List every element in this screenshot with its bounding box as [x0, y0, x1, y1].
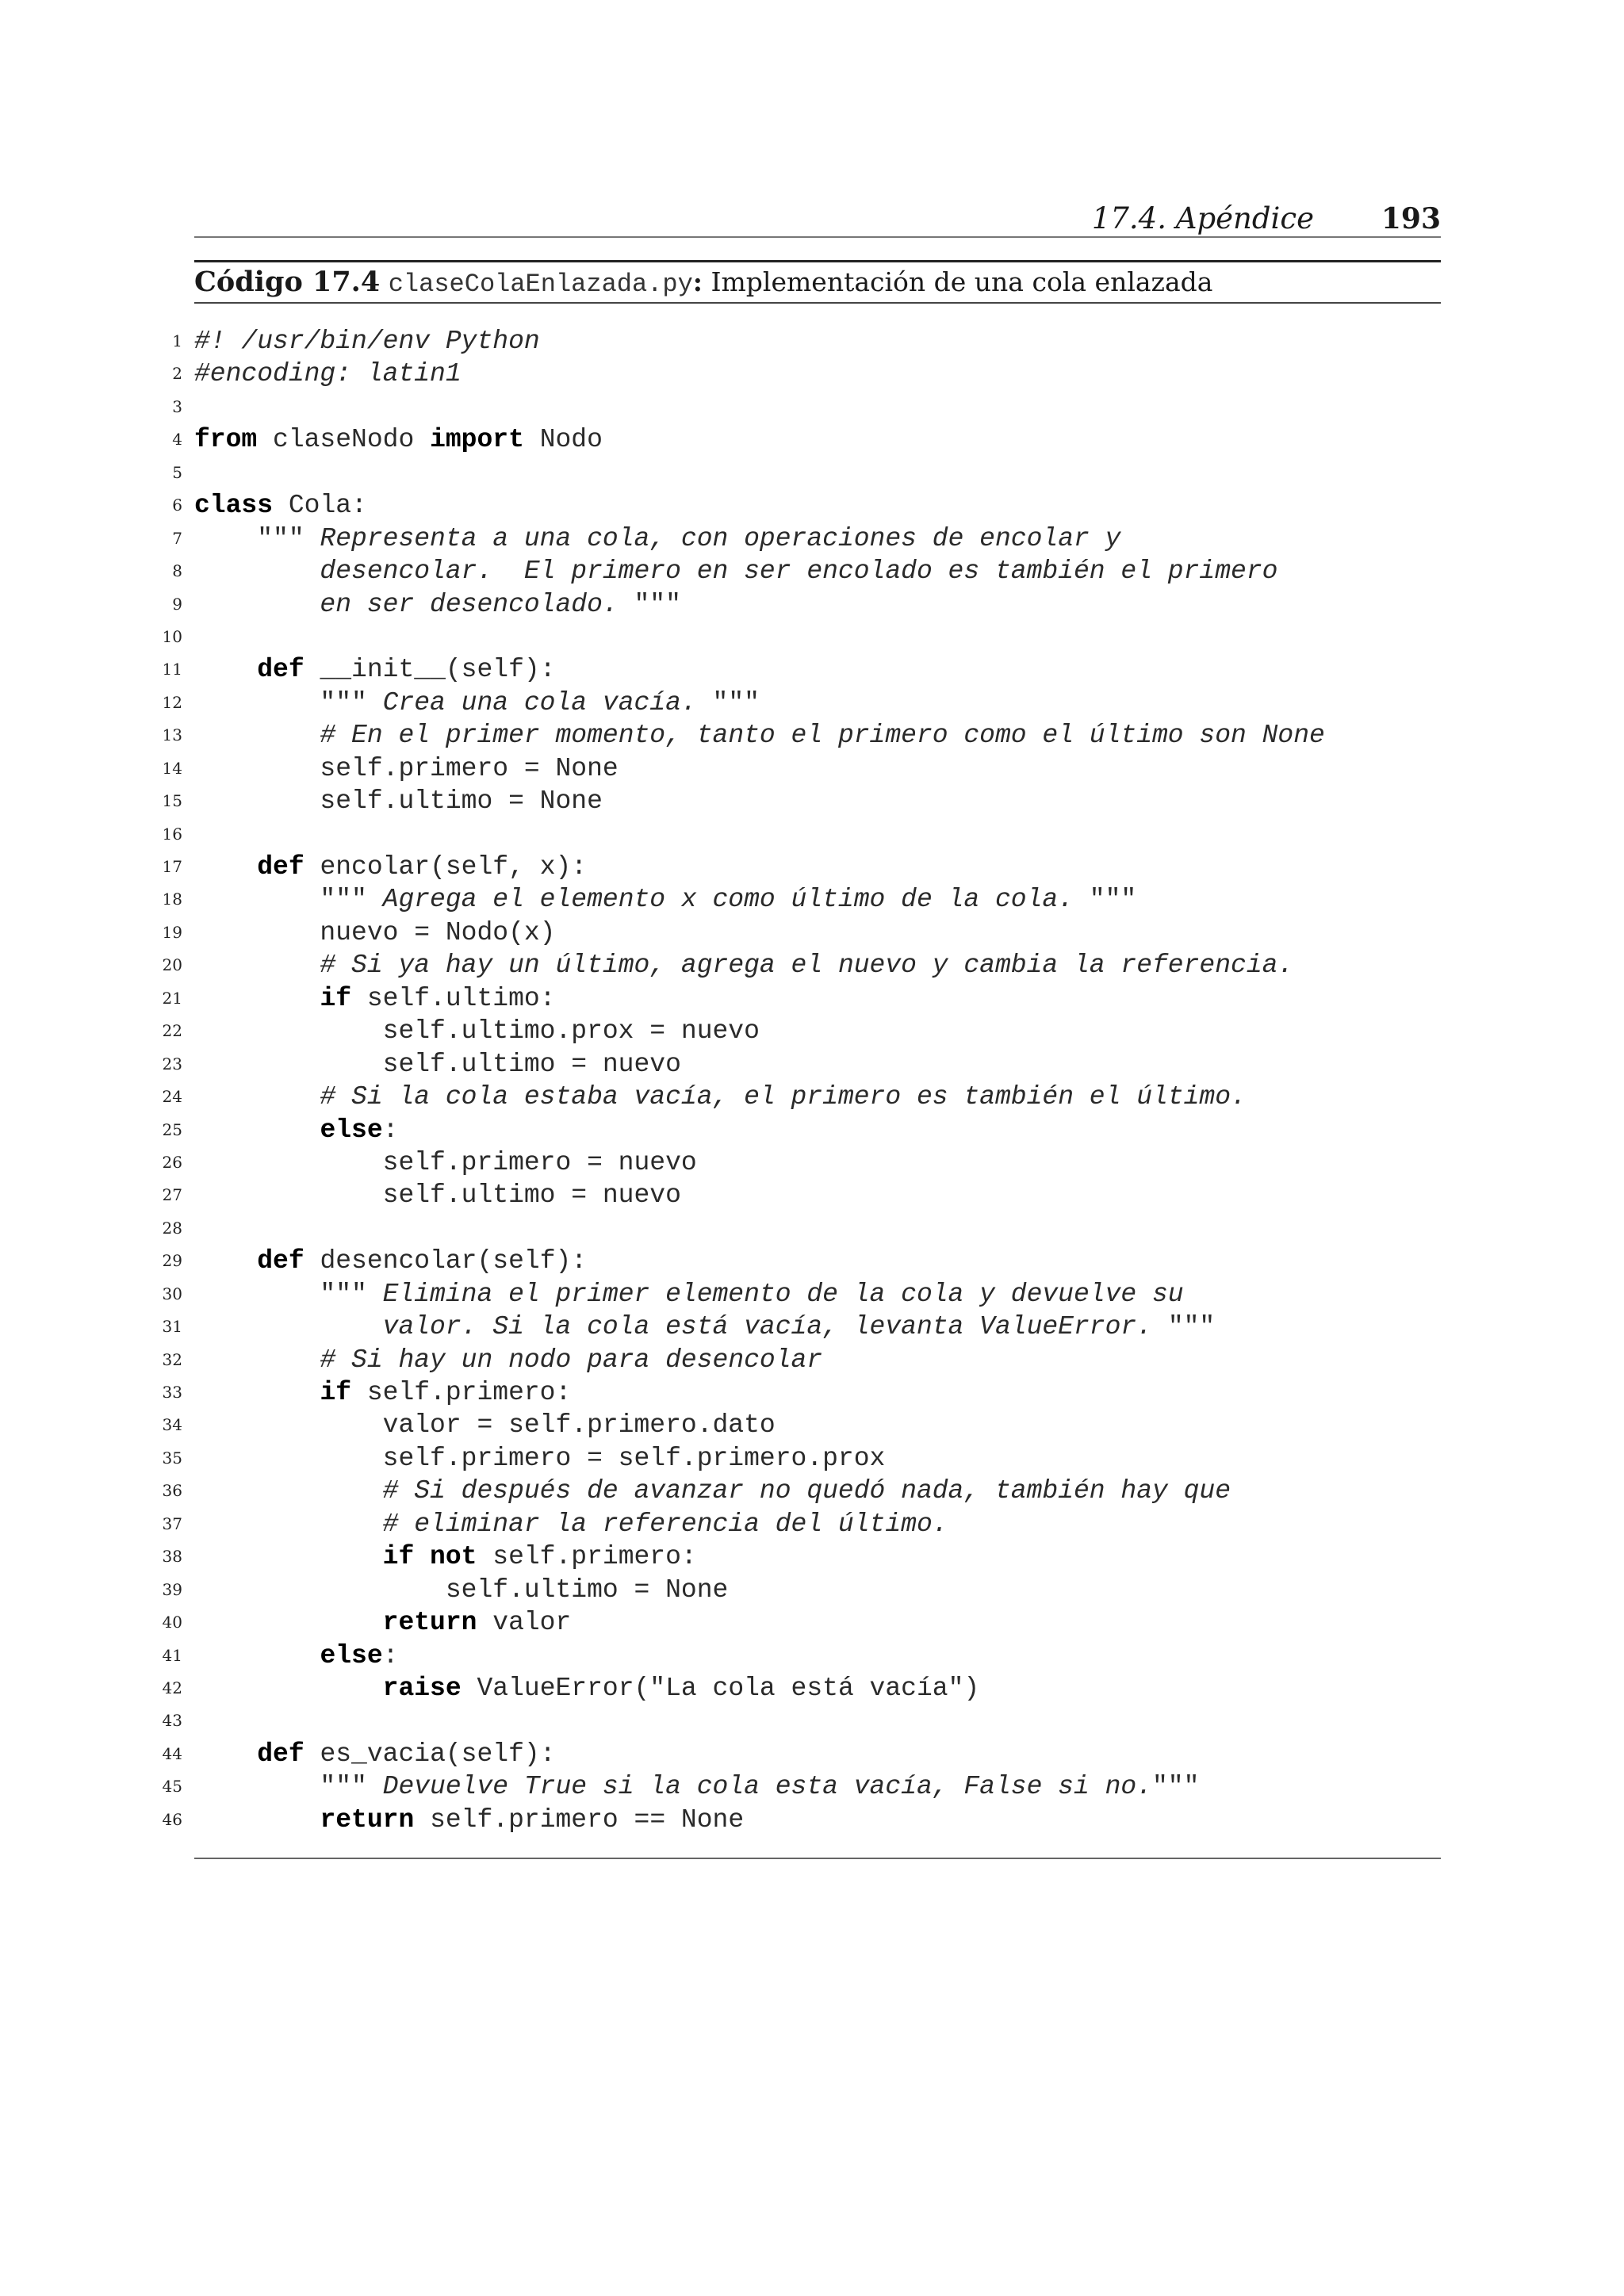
code-text	[194, 752, 619, 785]
code-line	[0, 653, 1507, 686]
code-token: """	[1167, 1312, 1216, 1342]
code-token: nuevo = Nodo(x)	[194, 917, 556, 947]
code-keyword: import	[430, 425, 524, 455]
code-token	[194, 1510, 383, 1539]
code-text	[194, 785, 603, 817]
running-header	[194, 201, 1441, 236]
code-text	[194, 1114, 398, 1146]
line-number: 14	[162, 758, 182, 778]
code-text	[194, 949, 1293, 982]
code-line	[0, 522, 1507, 555]
code-comment: Representa a una cola, con operaciones de encolar y	[320, 523, 1121, 553]
code-line	[0, 1508, 1507, 1540]
line-number: 13	[162, 725, 182, 745]
code-text	[194, 1311, 1215, 1343]
line-number: 28	[162, 1218, 182, 1238]
code-keyword: if	[320, 983, 352, 1013]
header-rule	[194, 236, 1441, 238]
code-token: """	[194, 885, 383, 915]
code-text	[194, 588, 681, 621]
line-number: 30	[162, 1284, 182, 1303]
line-number: 26	[162, 1152, 182, 1172]
code-token: claseNodo	[257, 425, 431, 455]
code-text	[194, 1804, 744, 1836]
line-number: 18	[162, 890, 182, 909]
code-keyword: def	[257, 655, 304, 685]
code-comment: # Si la cola estaba vacía, el primero es también el último.	[320, 1082, 1247, 1112]
code-token: self.ultimo = nuevo	[194, 1181, 681, 1211]
code-token: valor = self.primero.dato	[194, 1410, 776, 1441]
code-text	[194, 1146, 697, 1179]
line-number: 40	[162, 1613, 182, 1632]
line-number: 16	[162, 824, 182, 844]
code-token	[194, 852, 257, 882]
code-caption	[194, 262, 1212, 302]
code-comment: en ser desencolado.	[194, 589, 634, 619]
code-comment: Devuelve True si la cola esta vacía, False si no.	[382, 1772, 1152, 1802]
code-comment: # Si ya hay un último, agrega el nuevo y cambia la referencia.	[320, 951, 1294, 981]
code-token: """	[194, 1279, 383, 1309]
code-line	[0, 555, 1507, 587]
code-token: ValueError("La cola está vacía")	[461, 1673, 980, 1703]
line-number: 45	[162, 1777, 182, 1797]
code-token: encolar(self, x):	[304, 852, 588, 882]
code-token: :	[382, 1640, 399, 1670]
code-token: self.primero == None	[414, 1804, 745, 1835]
code-line	[0, 1640, 1507, 1672]
code-comment: # eliminar la referencia del último.	[382, 1509, 948, 1539]
code-keyword: def	[257, 1739, 304, 1769]
code-line	[0, 785, 1507, 817]
code-keyword: else	[320, 1115, 383, 1145]
code-line	[0, 325, 1507, 358]
code-line	[0, 818, 1507, 851]
code-comment: #encoding: latin1	[194, 359, 462, 389]
code-line	[0, 1015, 1507, 1047]
code-token	[194, 1115, 320, 1145]
code-text	[194, 653, 556, 686]
line-number: 41	[162, 1645, 182, 1665]
code-token: """	[194, 523, 320, 553]
code-token: __init__(self):	[304, 655, 556, 685]
code-token	[194, 1378, 320, 1407]
code-comment: valor. Si la cola está vacía, levanta ValueError.	[194, 1312, 1168, 1342]
code-text	[194, 1508, 948, 1540]
code-line	[0, 1672, 1507, 1705]
line-number: 32	[162, 1349, 182, 1369]
caption-filename: claseColaEnlazada.py	[388, 270, 693, 299]
line-number: 25	[162, 1119, 182, 1139]
code-text	[194, 851, 587, 883]
code-text	[194, 916, 555, 949]
code-token: valor	[477, 1608, 572, 1638]
caption-colon: :	[692, 266, 703, 297]
code-text	[194, 1344, 822, 1376]
code-token	[194, 1641, 320, 1670]
code-token	[194, 951, 320, 980]
listing-bottom-rule	[194, 1858, 1441, 1859]
code-line	[0, 752, 1507, 785]
line-number: 35	[162, 1448, 182, 1468]
code-token: self.primero:	[351, 1378, 572, 1407]
code-token	[194, 1246, 257, 1276]
code-line	[0, 1114, 1507, 1146]
code-text	[194, 1606, 571, 1639]
code-line	[0, 1540, 1507, 1573]
code-text	[194, 1442, 885, 1475]
line-number: 33	[162, 1383, 182, 1402]
code-line	[0, 621, 1507, 653]
page-number: 193	[1381, 202, 1441, 235]
code-line	[0, 1048, 1507, 1081]
code-token: self.primero:	[477, 1542, 697, 1572]
code-text	[194, 1475, 1231, 1507]
code-keyword: return	[320, 1804, 415, 1835]
code-text	[194, 423, 603, 456]
code-line	[0, 851, 1507, 883]
line-number: 42	[162, 1678, 182, 1697]
line-number: 44	[162, 1743, 182, 1763]
line-number: 24	[162, 1087, 182, 1107]
line-number: 27	[162, 1185, 182, 1205]
line-number: 10	[162, 626, 182, 646]
line-number: 34	[162, 1415, 182, 1435]
line-number: 9	[172, 594, 182, 614]
line-number: 11	[162, 660, 182, 679]
code-line	[0, 1376, 1507, 1409]
code-line	[0, 391, 1507, 423]
code-token: self.ultimo = None	[194, 1575, 729, 1605]
code-token: desencolar(self):	[304, 1246, 588, 1276]
code-token	[194, 1542, 383, 1571]
line-number: 46	[162, 1809, 182, 1829]
section-title: 17.4. Apéndice	[1091, 201, 1314, 235]
code-line	[0, 1409, 1507, 1441]
code-line	[0, 1344, 1507, 1376]
code-comment: # En el primer momento, tanto el primero como el último son None	[320, 721, 1325, 751]
code-line	[0, 423, 1507, 456]
code-comment: # Si después de avanzar no quedó nada, también hay que	[382, 1476, 1231, 1506]
code-keyword: else	[320, 1640, 383, 1670]
code-text	[194, 1640, 398, 1672]
code-token: """	[634, 589, 681, 619]
code-keyword: def	[257, 852, 304, 882]
code-token	[194, 984, 320, 1013]
code-token: Cola:	[273, 491, 367, 521]
code-line	[0, 1212, 1507, 1245]
code-token	[194, 1476, 383, 1506]
code-line	[0, 1442, 1507, 1475]
code-text	[194, 982, 556, 1015]
code-line	[0, 1606, 1507, 1639]
code-line	[0, 1278, 1507, 1311]
code-line	[0, 489, 1507, 522]
code-comment: desencolar. El primero en ser encolado es también el primero	[194, 557, 1278, 587]
code-line	[0, 982, 1507, 1015]
code-token: """	[712, 687, 760, 718]
code-text	[194, 1409, 776, 1441]
code-text	[194, 719, 1325, 752]
code-line	[0, 1804, 1507, 1836]
code-token: :	[382, 1115, 399, 1145]
line-number: 7	[172, 528, 182, 548]
code-token: self.ultimo.prox = nuevo	[194, 1016, 760, 1047]
code-line	[0, 457, 1507, 489]
line-number: 2	[172, 364, 182, 384]
code-text	[194, 1672, 979, 1705]
code-token: self.primero = nuevo	[194, 1147, 697, 1177]
code-line	[0, 883, 1507, 916]
code-text	[194, 1081, 1247, 1113]
code-token	[194, 1345, 320, 1375]
code-keyword: def	[257, 1246, 304, 1276]
code-token: """	[194, 1772, 383, 1802]
code-text	[194, 1015, 760, 1047]
code-text	[194, 358, 462, 390]
code-line	[0, 916, 1507, 949]
code-line	[0, 1245, 1507, 1277]
caption-label: Código 17.4	[194, 266, 381, 298]
code-token: self.primero = None	[194, 753, 619, 783]
code-token: self.ultimo = None	[194, 786, 603, 817]
code-token: self.ultimo:	[351, 983, 556, 1013]
line-number: 15	[162, 791, 182, 811]
code-token: es_vacia(self):	[304, 1739, 556, 1769]
code-line	[0, 949, 1507, 982]
code-token	[194, 1674, 383, 1703]
code-comment: Elimina el primer elemento de la cola y devuelve su	[382, 1279, 1184, 1309]
line-number: 29	[162, 1251, 182, 1271]
line-number: 43	[162, 1711, 182, 1731]
code-comment: Crea una cola vacía.	[382, 687, 713, 718]
code-text	[194, 1574, 728, 1606]
code-token	[194, 1608, 383, 1637]
code-token: """	[1152, 1772, 1200, 1802]
line-number: 19	[162, 922, 182, 942]
code-text	[194, 1738, 556, 1770]
line-number: 5	[172, 462, 182, 482]
code-token: self.ultimo = nuevo	[194, 1049, 681, 1079]
code-line	[0, 1081, 1507, 1113]
line-number: 38	[162, 1547, 182, 1567]
line-number: 39	[162, 1579, 182, 1599]
line-number: 20	[162, 955, 182, 975]
code-text	[194, 687, 760, 719]
line-number: 6	[172, 496, 182, 515]
code-keyword: return	[382, 1608, 477, 1638]
code-line	[0, 1311, 1507, 1343]
code-line	[0, 1574, 1507, 1606]
line-number: 36	[162, 1481, 182, 1501]
code-keyword: raise	[382, 1673, 462, 1703]
code-text	[194, 1278, 1184, 1311]
code-keyword: if	[320, 1378, 352, 1407]
code-token	[194, 1739, 257, 1769]
code-comment: # Si hay un nodo para desencolar	[320, 1345, 823, 1375]
line-number: 8	[172, 561, 182, 581]
code-comment: #! /usr/bin/env Python	[194, 327, 540, 356]
code-line	[0, 1146, 1507, 1179]
line-number: 12	[162, 692, 182, 712]
code-token: """	[1089, 885, 1137, 915]
code-line	[0, 358, 1507, 390]
caption-bottom-rule	[194, 302, 1441, 304]
code-comment: Agrega el elemento x como último de la cola.	[382, 885, 1090, 915]
code-text	[194, 325, 540, 358]
code-listing	[0, 325, 1507, 1836]
code-token	[194, 1082, 320, 1112]
line-number: 23	[162, 1054, 182, 1073]
line-number: 3	[172, 396, 182, 416]
code-keyword: from	[194, 425, 258, 455]
code-text	[194, 1770, 1199, 1803]
code-token: self.primero = self.primero.prox	[194, 1443, 886, 1473]
code-line	[0, 1770, 1507, 1803]
code-text	[194, 1179, 681, 1211]
code-text	[194, 489, 367, 522]
code-token	[194, 721, 320, 750]
code-keyword: class	[194, 491, 274, 521]
code-token: Nodo	[523, 425, 603, 455]
code-line	[0, 588, 1507, 621]
code-line	[0, 1179, 1507, 1211]
code-token	[194, 655, 257, 684]
code-token	[194, 1805, 320, 1835]
code-text	[194, 1540, 697, 1573]
code-token: """	[194, 687, 383, 718]
code-text	[194, 1048, 681, 1081]
code-line	[0, 1738, 1507, 1770]
code-text	[194, 555, 1277, 587]
line-number: 1	[172, 331, 182, 350]
code-keyword: if not	[382, 1542, 477, 1572]
code-text	[194, 1245, 587, 1277]
line-number: 22	[162, 1021, 182, 1041]
code-text	[194, 883, 1136, 916]
line-number: 37	[162, 1513, 182, 1533]
caption-text: Implementación de una cola enlazada	[710, 266, 1213, 297]
line-number: 4	[172, 430, 182, 450]
line-number: 31	[162, 1317, 182, 1337]
code-line	[0, 1475, 1507, 1507]
code-text	[194, 522, 1120, 555]
code-text	[194, 1376, 571, 1409]
code-line	[0, 719, 1507, 752]
line-number: 21	[162, 988, 182, 1008]
code-line	[0, 687, 1507, 719]
code-line	[0, 1705, 1507, 1737]
line-number: 17	[162, 857, 182, 876]
